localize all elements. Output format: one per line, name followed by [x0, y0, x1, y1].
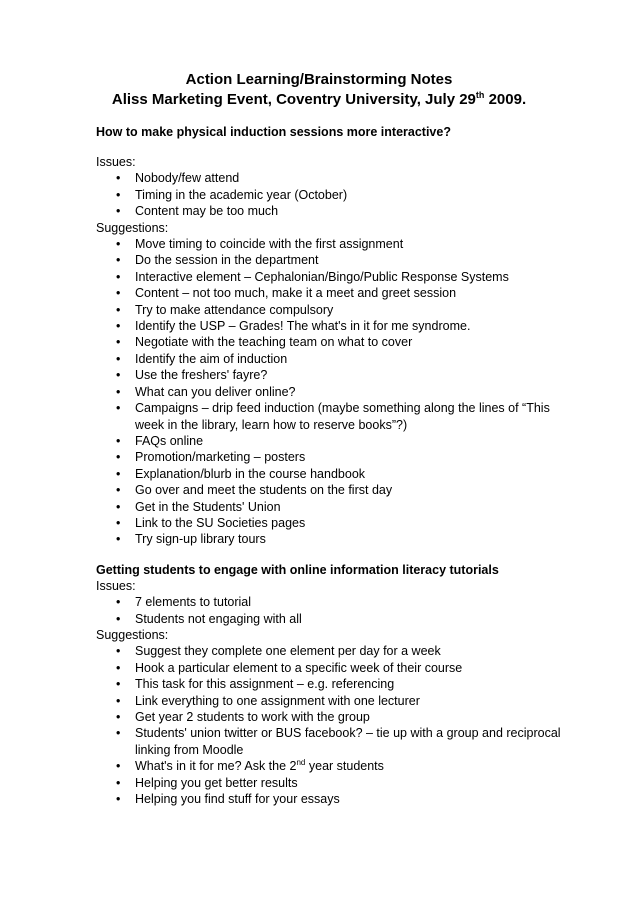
list-item-text: Get in the Students' Union	[135, 499, 281, 514]
bullet-icon: •	[116, 710, 121, 724]
list-item	[96, 302, 575, 318]
list-item	[96, 693, 575, 709]
bullet-icon: •	[116, 433, 121, 448]
list-item-text: Students' union twitter or BUS facebook? – tie up with a group and reciprocal linking from Moodle	[135, 726, 561, 757]
list-item-text: Helping you get better results	[135, 775, 298, 790]
section2-suggestions-label: Suggestions:	[96, 627, 169, 642]
list-item	[96, 660, 575, 676]
list-item	[96, 676, 575, 692]
list-item-text: Helping you find stuff for your essays	[135, 792, 340, 807]
list-item-text: Interactive element – Cephalonian/Bingo/Public Response Systems	[135, 269, 509, 284]
list-item	[96, 400, 575, 433]
bullet-icon: •	[116, 483, 121, 498]
bullet-icon: •	[116, 693, 121, 708]
list-item-text: What can you deliver online?	[135, 384, 296, 399]
bullet-icon: •	[116, 450, 121, 465]
bullet-icon: •	[116, 401, 121, 416]
list-item-text: Use the freshers' fayre?	[135, 368, 268, 383]
bullet-icon: •	[116, 384, 121, 399]
document-subtitle	[96, 90, 542, 110]
section2-issues-list	[96, 594, 638, 627]
subtitle-text: Aliss Marketing Event, Coventry University, July 29	[111, 91, 476, 108]
list-item	[96, 187, 575, 203]
list-item-text: 7 elements to tutorial	[135, 595, 252, 610]
list-item-text: Move timing to coincide with the first assignment	[135, 237, 404, 252]
bullet-icon: •	[116, 644, 121, 659]
list-item-text: Promotion/marketing – posters	[135, 450, 306, 465]
bullet-icon: •	[116, 302, 121, 317]
section1-heading: How to make physical induction sessions more interactive?	[96, 125, 451, 139]
bullet-icon: •	[116, 595, 121, 610]
list-item-text: Link to the SU Societies pages	[135, 515, 306, 530]
list-item-text: Students not engaging with all	[135, 611, 302, 626]
bullet-icon: •	[116, 677, 121, 692]
list-item-text: Hook a particular element to a specific week of their course	[135, 660, 463, 675]
bullet-icon: •	[116, 253, 121, 268]
list-item	[96, 515, 575, 531]
list-item-text: Campaigns – drip feed induction (maybe something along the lines of “This week in the library, learn how to reserve books”?)	[135, 401, 550, 432]
section2-issues-label: Issues:	[96, 578, 136, 593]
list-item	[96, 499, 575, 515]
list-item-text: Content – not too much, make it a meet and greet session	[135, 286, 457, 301]
list-item	[96, 367, 575, 383]
bullet-icon: •	[116, 775, 121, 790]
bullet-icon: •	[116, 171, 121, 186]
list-item-text: Negotiate with the teaching team on what to cover	[135, 335, 413, 350]
list-item	[96, 482, 575, 498]
section1-issues-list	[96, 170, 638, 219]
list-item	[96, 252, 575, 268]
list-item-text: What's in it for me? Ask the 2	[135, 759, 297, 774]
bullet-icon: •	[116, 759, 121, 774]
list-item	[96, 236, 575, 252]
list-item	[96, 775, 575, 791]
list-item	[96, 791, 575, 807]
list-item	[96, 466, 575, 482]
bullet-icon: •	[116, 335, 121, 350]
list-item	[96, 170, 575, 186]
list-item	[96, 285, 575, 301]
list-item-text: FAQs online	[135, 433, 204, 448]
list-item	[96, 203, 575, 219]
list-item	[96, 611, 575, 627]
bullet-icon: •	[116, 204, 121, 219]
bullet-icon: •	[116, 351, 121, 366]
list-item-text: Identify the USP – Grades! The what's in it for me syndrome.	[135, 319, 471, 334]
bullet-icon: •	[116, 515, 121, 530]
bullet-icon: •	[116, 237, 121, 252]
list-item-text-tail: year students	[305, 759, 384, 774]
list-item	[96, 643, 575, 659]
bullet-icon: •	[116, 286, 121, 301]
list-item-text: Go over and meet the students on the first day	[135, 483, 393, 498]
list-item	[96, 334, 575, 350]
list-item-text: This task for this assignment – e.g. referencing	[135, 677, 395, 692]
section2-suggestions-list	[96, 643, 638, 758]
list-item	[96, 531, 575, 547]
section2-special-list	[96, 758, 638, 774]
bullet-icon: •	[116, 660, 121, 675]
list-item-text: Explanation/blurb in the course handbook	[135, 466, 366, 481]
list-item	[96, 725, 575, 758]
section1-suggestions-label: Suggestions:	[96, 220, 169, 235]
section2-suggestions-tail-list	[96, 775, 638, 808]
list-item-text: Do the session in the department	[135, 253, 319, 268]
bullet-icon: •	[116, 269, 121, 284]
list-item	[96, 269, 575, 285]
bullet-icon: •	[116, 368, 121, 383]
bullet-icon: •	[116, 726, 121, 741]
bullet-icon: •	[116, 499, 121, 514]
document-title: Action Learning/Brainstorming Notes	[185, 71, 453, 88]
list-item-text: Nobody/few attend	[135, 171, 240, 186]
list-item-text: Get year 2 students to work with the group	[135, 710, 370, 724]
list-item	[96, 594, 575, 610]
bullet-icon: •	[116, 187, 121, 202]
bullet-icon: •	[116, 319, 121, 334]
list-item	[96, 351, 575, 367]
list-item-superscript: nd	[296, 758, 306, 768]
section1-issues-label: Issues:	[96, 155, 136, 169]
list-item	[96, 384, 575, 400]
subtitle-superscript: th	[475, 90, 485, 100]
bullet-icon: •	[116, 532, 121, 547]
list-item	[96, 709, 575, 725]
list-item-text: Try to make attendance compulsory	[135, 302, 334, 317]
subtitle-year: 2009.	[484, 91, 527, 108]
list-item-text: Timing in the academic year (October)	[135, 187, 348, 202]
list-item-text: Suggest they complete one element per day for a week	[135, 644, 441, 659]
section2-heading: Getting students to engage with online information literacy tutorials	[96, 562, 499, 577]
list-item-text: Content may be too much	[135, 204, 279, 219]
bullet-icon: •	[116, 466, 121, 481]
list-item	[96, 758, 575, 774]
list-item	[96, 318, 575, 334]
list-item-text: Identify the aim of induction	[135, 351, 288, 366]
list-item	[96, 433, 575, 449]
list-item-text: Try sign-up library tours	[135, 532, 266, 547]
section1-suggestions-list	[96, 236, 638, 548]
bullet-icon: •	[116, 611, 121, 626]
list-item-text: Link everything to one assignment with one lecturer	[135, 693, 420, 708]
list-item	[96, 449, 575, 465]
bullet-icon: •	[116, 792, 121, 807]
